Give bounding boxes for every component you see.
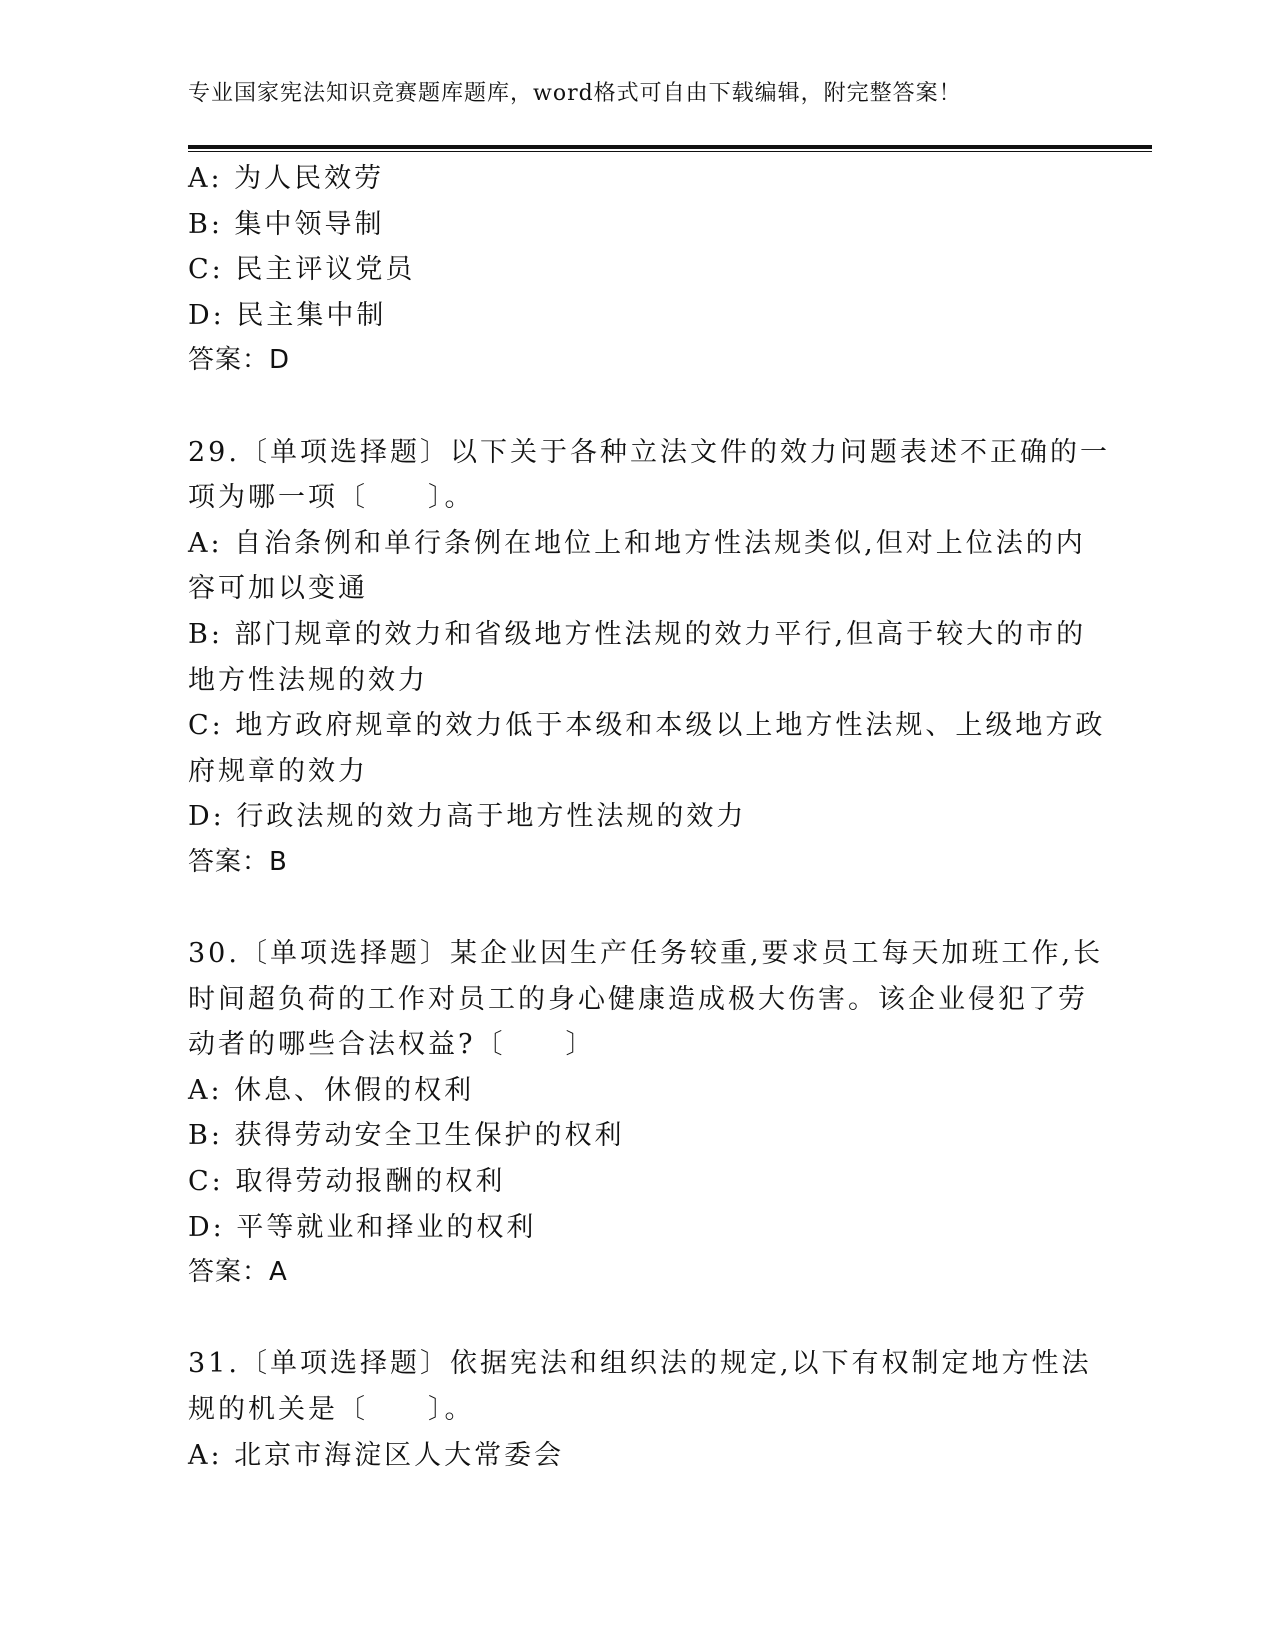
question-text-line: 动者的哪些合法权益?〔 〕 (188, 1029, 596, 1061)
question-text-line: 31.〔单项选择题〕依据宪法和组织法的规定,以下有权制定地方性法 (188, 1348, 1092, 1380)
option-line: D: 民主集中制 (188, 299, 387, 331)
question-text-line: 项为哪一项〔 〕。 (188, 482, 475, 514)
question-block-30 (188, 931, 1104, 1296)
question-block-28 (188, 156, 1088, 384)
option-line: C: 民主评议党员 (188, 254, 416, 286)
option-line: D: 行政法规的效力高于地方性法规的效力 (188, 801, 747, 833)
document-body (188, 156, 1110, 1478)
option-line: B: 部门规章的效力和省级地方性法规的效力平行,但高于较大的市的 (188, 618, 1087, 650)
option-line: 容可加以变通 (188, 573, 368, 605)
page-header: 专业国家宪法知识竞赛题库题库，word格式可自由下载编辑，附完整答案！ (188, 81, 962, 106)
question-text-line: 29.〔单项选择题〕以下关于各种立法文件的效力问题表述不正确的一 (188, 436, 1110, 468)
option-line: A: 休息、休假的权利 (188, 1074, 475, 1106)
question-text-line: 时间超负荷的工作对员工的身心健康造成极大伤害。该企业侵犯了劳 (188, 983, 1088, 1015)
header-rule-thick (188, 145, 1152, 149)
header-rule-thin (188, 151, 1152, 152)
option-line: A: 为人民效劳 (188, 163, 385, 194)
option-line: 地方性法规的效力 (188, 664, 428, 696)
question-text-line: 30.〔单项选择题〕某企业因生产任务较重,要求员工每天加班工作,长 (188, 938, 1104, 970)
answer-line: 答案：B (188, 846, 288, 877)
option-line: B: 集中领导制 (188, 208, 385, 240)
option-line: A: 北京市海淀区人大常委会 (188, 1439, 565, 1471)
option-line: 府规章的效力 (188, 755, 368, 787)
question-text-line: 规的机关是〔 〕。 (188, 1394, 475, 1426)
option-line: C: 取得劳动报酬的权利 (188, 1166, 506, 1198)
option-line: B: 获得劳动安全卫生保护的权利 (188, 1120, 625, 1152)
spacer (188, 1296, 1088, 1342)
option-line: A: 自治条例和单行条例在地位上和地方性法规类似,但对上位法的内 (188, 527, 1086, 559)
question-block-29 (188, 430, 1110, 886)
option-line: C: 地方政府规章的效力低于本级和本级以上地方性法规、上级地方政 (188, 710, 1106, 742)
answer-line: 答案：D (188, 345, 291, 376)
spacer (188, 384, 1088, 430)
spacer (188, 886, 1088, 932)
question-block-31 (188, 1341, 1092, 1478)
option-line: D: 平等就业和择业的权利 (188, 1211, 537, 1243)
answer-line: 答案：A (188, 1257, 288, 1288)
